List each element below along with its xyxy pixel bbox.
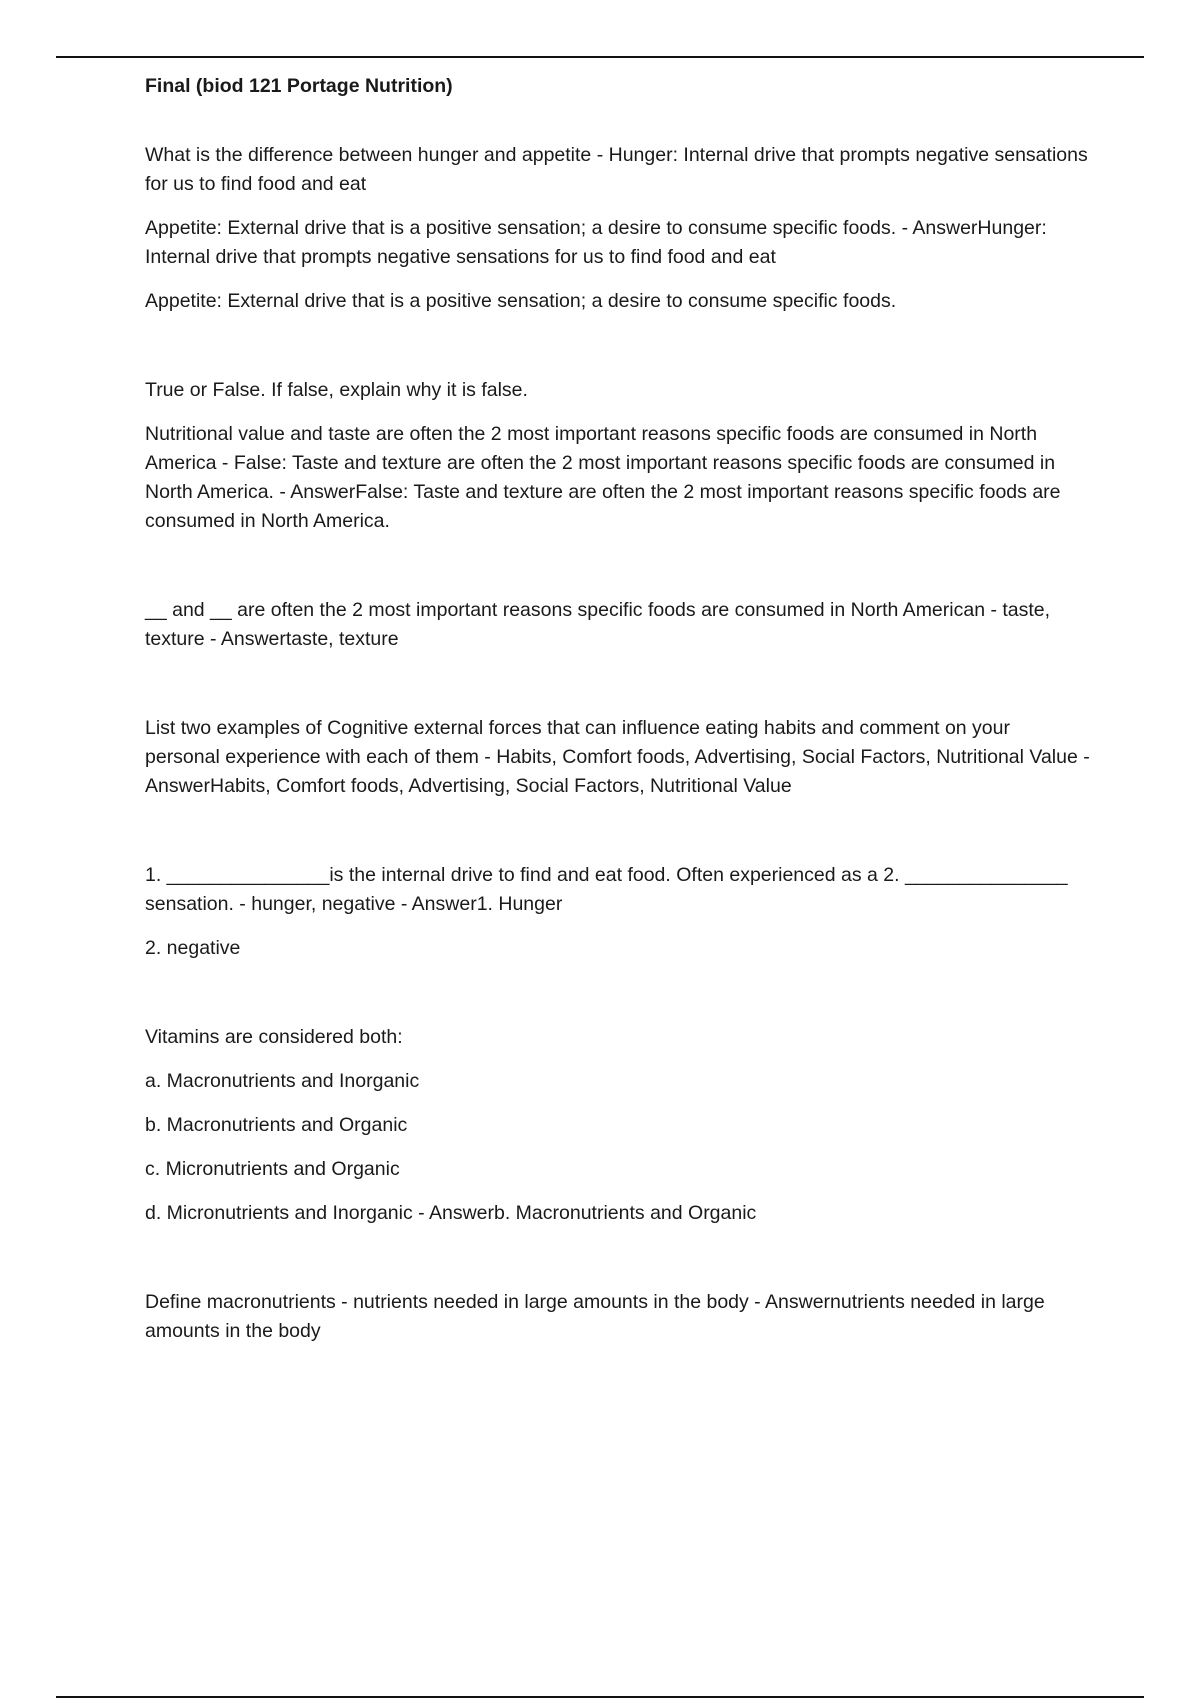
question-block-macronutrients <box>145 1288 1090 1346</box>
top-rule <box>56 56 1144 58</box>
document-body <box>145 72 1090 1361</box>
question-text: Define macronutrients - nutrients needed in large amounts in the body - Answernutrients needed in large amounts in the body <box>145 1291 1045 1342</box>
question-text: True or False. If false, explain why it is false. <box>145 379 528 401</box>
question-text: Vitamins are considered both: <box>145 1026 403 1048</box>
document-title: Final (biod 121 Portage Nutrition) <box>145 75 453 97</box>
question-text: List two examples of Cognitive external forces that can influence eating habits and comment on your personal experience with each of them - Habits, Comfort foods, Advertising, Social Factors, Nutritional Value - AnswerHabits, Comfort foods, Advertising, Social Factors, Nutritional Value <box>145 717 1090 797</box>
question-block-internal-drive <box>145 861 1090 963</box>
answer-text: 2. negative <box>145 937 241 959</box>
question-text: 1. _______________is the internal drive to find and eat food. Often experienced as a 2. _______________ sensation. - hunger, negative - Answer1. Hunger <box>145 864 1068 915</box>
option-a: a. Macronutrients and Inorganic <box>145 1070 420 1092</box>
answer-text: Appetite: External drive that is a positive sensation; a desire to consume specific foods. - AnswerHunger: Internal drive that prompts negative sensations for us to find food and eat <box>145 217 1047 268</box>
answer-text: Nutritional value and taste are often the 2 most important reasons specific foods are consumed in North America - False: Taste and texture are often the 2 most important reasons specific foods are consumed in North America. - AnswerFalse: Taste and texture are often the 2 most important reasons specific foods are consumed in North America. <box>145 423 1061 532</box>
question-block-fill-blank <box>145 596 1090 654</box>
answer-text: Appetite: External drive that is a positive sensation; a desire to consume specific foods. <box>145 290 897 312</box>
question-block-hunger-appetite <box>145 141 1090 316</box>
question-text: What is the difference between hunger and appetite - Hunger: Internal drive that prompts negative sensations for us to find food and eat <box>145 144 1088 195</box>
question-block-true-false <box>145 376 1090 536</box>
question-block-cognitive-forces <box>145 714 1090 801</box>
question-block-vitamins <box>145 1023 1090 1228</box>
option-b: b. Macronutrients and Organic <box>145 1114 408 1136</box>
bottom-rule <box>56 1696 1144 1698</box>
question-text: __ and __ are often the 2 most important reasons specific foods are consumed in North American - taste, texture - Answertaste, texture <box>145 599 1051 650</box>
option-d: d. Micronutrients and Inorganic - Answerb. Macronutrients and Organic <box>145 1202 757 1224</box>
option-c: c. Micronutrients and Organic <box>145 1158 400 1180</box>
